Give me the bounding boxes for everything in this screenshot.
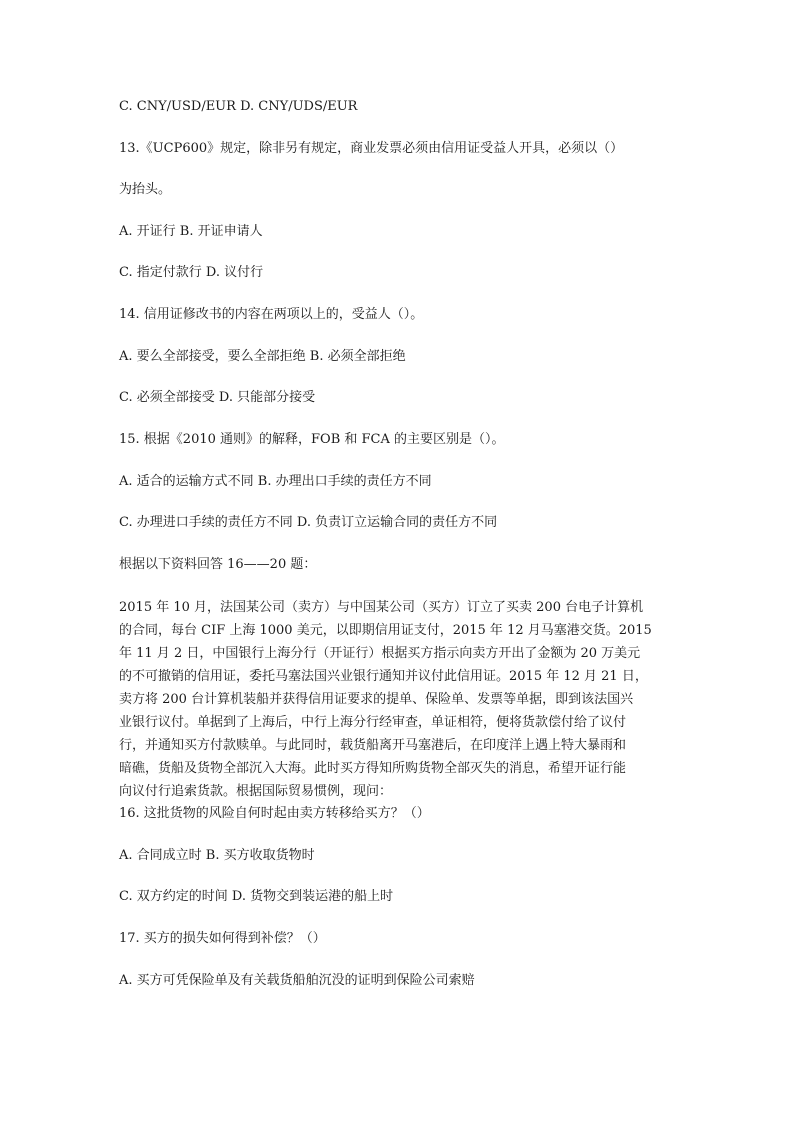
q14-options-ab: A. 要么全部接受，要么全部拒绝 B. 必须全部拒绝	[119, 349, 406, 364]
q16-options-cd: C. 双方约定的时间 D. 货物交到装运港的船上时	[119, 889, 394, 904]
case-paragraph-line: 向议付行追索货款。根据国际贸易惯例，现问：	[119, 784, 393, 799]
q13-question: 13.《UCP600》规定，除非另有规定，商业发票必须由信用证受益人开具，必须以（）	[119, 141, 624, 156]
q13-options-cd: C. 指定付款行 D. 议付行	[119, 265, 264, 280]
q12-options-cd: C. CNY/USD/EUR D. CNY/UDS/EUR	[119, 99, 358, 114]
case-paragraph-line: 暗礁，货船及货物全部沉入大海。此时买方得知所购货物全部灭失的消息，希望开证行能	[119, 761, 627, 776]
q17-question: 17. 买方的损失如何得到补偿？（）	[119, 931, 326, 946]
case-paragraph-line: 的不可撤销的信用证，委托马塞法国兴业银行通知并议付此信用证。2015 年 12 月 21 日，	[119, 669, 648, 684]
case-paragraph	[119, 596, 675, 803]
q14-options-cd: C. 必须全部接受 D. 只能部分接受	[119, 390, 316, 405]
q15-options-cd: C. 办理进口手续的责任方不同 D. 负责订立运输合同的责任方不同	[119, 515, 498, 530]
q15-question: 15. 根据《2010 通则》的解释，FOB 和 FCA 的主要区别是（）。	[119, 432, 505, 447]
case-paragraph-line: 卖方将 200 台计算机装船并获得信用证要求的提单、保险单、发票等单据，即到该法国兴	[119, 692, 634, 707]
q15-options-ab: A. 适合的运输方式不同 B. 办理出口手续的责任方不同	[119, 474, 432, 489]
q13-options-ab: A. 开证行 B. 开证申请人	[119, 224, 263, 239]
q14-question: 14. 信用证修改书的内容在两项以上的，受益人（）。	[119, 307, 424, 322]
case-paragraph-line: 的合同，每台 CIF 上海 1000 美元，以即期信用证支付，2015 年 12 月马塞港交货。2015	[119, 623, 652, 638]
q17-option-a: A. 买方可凭保险单及有关载货船舶沉没的证明到保险公司索赔	[119, 973, 475, 988]
case-intro: 根据以下资料回答 16——20 题：	[119, 557, 317, 572]
case-paragraph-line: 业银行议付。单据到了上海后，中行上海分行经审查，单证相符，便将货款偿付给了议付	[119, 715, 627, 730]
case-paragraph-line: 年 11 月 2 日，中国银行上海分行（开证行）根据买方指示向卖方开出了金额为 20 万美元	[119, 646, 641, 661]
case-paragraph-line: 2015 年 10 月，法国某公司（卖方）与中国某公司（买方）订立了买卖 200 台电子计算机	[119, 600, 644, 615]
q16-options-ab: A. 合同成立时 B. 买方收取货物时	[119, 848, 315, 863]
q16-question: 16. 这批货物的风险自何时起由卖方转移给买方？（）	[119, 806, 430, 821]
case-paragraph-line: 行，并通知买方付款赎单。与此同时，载货船离开马塞港后，在印度洋上遇上特大暴雨和	[119, 738, 627, 753]
q13-question-continued: 为抬头。	[119, 182, 172, 197]
